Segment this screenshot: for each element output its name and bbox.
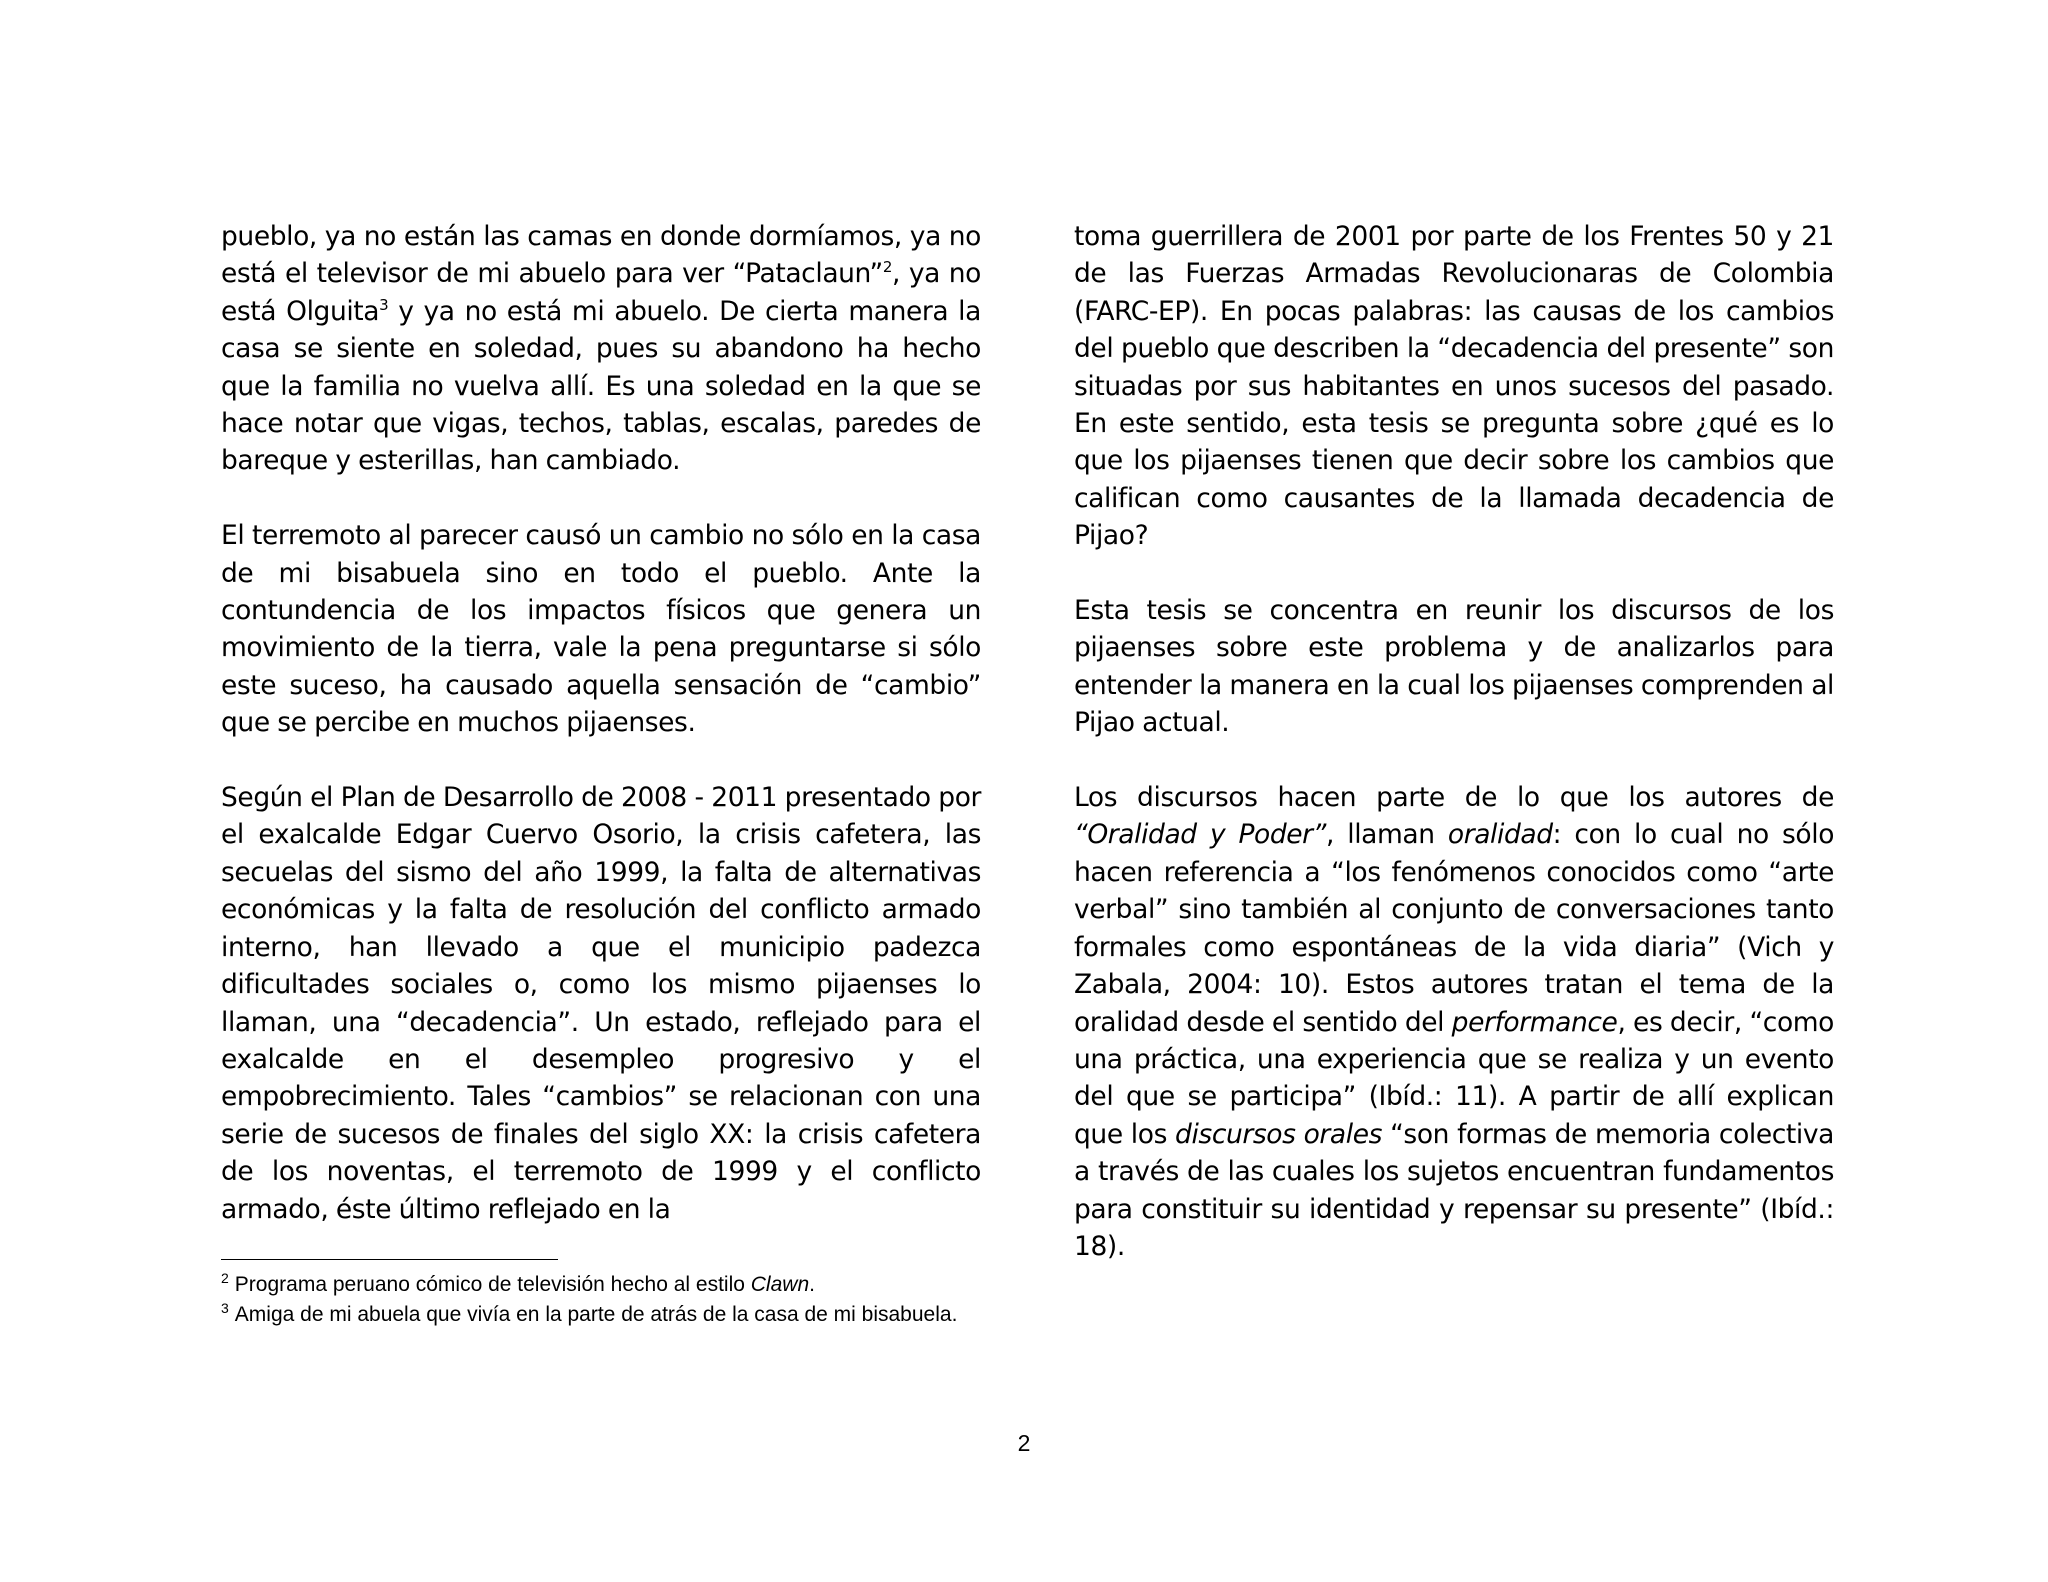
footnote-text: .	[809, 1273, 815, 1296]
italic-term: oralidad	[1447, 819, 1553, 851]
right-paragraph-1: toma guerrillera de 2001 por parte de los Frentes 50 y 21 de las Fuerzas Armadas Revolucionaras de Colombia (FARC-EP). En pocas palabras: las causas de los cambios del pueblo que describen la “decadencia del presente” son situadas por sus habitantes en unos sucesos del pasado. En este sentido, esta tesis se pregunta sobre ¿qué es lo que los pijaenses tienen que decir sobre los cambios que califican como causantes de la llamada decadencia de Pijao?	[1074, 221, 1834, 552]
left-column	[221, 218, 981, 1228]
italic-title: “Oralidad y Poder”	[1074, 819, 1326, 851]
right-paragraph-3	[1074, 779, 1834, 1265]
footnote-2	[221, 1270, 981, 1300]
text-run: pueblo, ya no están las camas en donde dormíamos, ya no está el televisor de mi abuelo para ver “Pataclaun”	[221, 221, 981, 290]
text-run: , ya no está Olguita	[221, 258, 981, 327]
footnote-3	[221, 1300, 981, 1330]
page-number: 2	[1017, 1430, 1031, 1456]
italic-term: discursos orales	[1175, 1118, 1383, 1150]
footnote-ref-3[interactable]: 3	[379, 295, 389, 314]
text-run: Los discursos hacen parte de lo que los autores de	[1074, 782, 1834, 814]
footnote-ref-2[interactable]: 2	[882, 258, 892, 277]
footnote-text: Programa peruano cómico de televisión hecho al estilo	[234, 1273, 751, 1296]
right-paragraph-2: Esta tesis se concentra en reunir los discursos de los pijaenses sobre este problema y de analizarlos para entender la manera en la cual los pijaenses comprenden al Pijao actual.	[1074, 595, 1834, 739]
left-paragraph-3: Según el Plan de Desarrollo de 2008 - 2011 presentado por el exalcalde Edgar Cuervo Osorio, la crisis cafetera, las secuelas del sismo del año 1999, la falta de alternativas económicas y la falta de resolución del conflicto armado interno, han llevado a que el municipio padezca dificultades sociales o, como los mismo pijaenses lo llaman, una “decadencia”. Un estado, reflejado para el exalcalde en el desempleo progresivo y el empobrecimiento. Tales “cambios” se relacionan con una serie de sucesos de finales del siglo XX: la crisis cafetera de los noventas, el terremoto de 1999 y el conflicto armado, éste último reflejado en la	[221, 782, 981, 1225]
text-run: : con lo cual no sólo hacen referencia a “los fenómenos conocidos como “arte verbal” sino también al conjunto de conversaciones tanto formales como espontáneas de la vida diaria” (Vich y Zabala, 2004: 10). Estos autores tratan el tema de la oralidad desde el sentido del	[1074, 819, 1835, 1038]
text-run: , llaman	[1326, 819, 1448, 851]
footnote-number: 3	[221, 1300, 229, 1316]
left-paragraph-1	[221, 218, 981, 480]
right-column	[1074, 218, 1834, 1265]
footnote-text: Amiga de mi abuela que vivía en la parte de atrás de la casa de mi bisabuela.	[234, 1303, 958, 1326]
left-paragraph-2: El terremoto al parecer causó un cambio no sólo en la casa de mi bisabuela sino en todo el pueblo. Ante la contundencia de los impactos físicos que genera un movimiento de la tierra, vale la pena preguntarse si sólo este suceso, ha causado aquella sensación de “cambio” que se percibe en muchos pijaenses.	[221, 520, 981, 739]
text-run: “son formas de memoria colectiva a través de las cuales los sujetos encuentran fundamentos para constituir su identidad y repensar su presente” (Ibíd.: 18).	[1074, 1118, 1834, 1262]
italic-term: performance	[1451, 1006, 1618, 1038]
text-run: y ya no está mi abuelo. De cierta manera la casa se siente en soledad, pues su abandono ha hecho que la familia no vuelva allí. Es una soledad en la que se hace notar que vigas, techos, tablas, escalas, paredes de bareque y esterillas, han cambiado.	[221, 295, 981, 477]
text-run: , es decir, “como una práctica, una experiencia que se realiza y un evento del que se participa” (Ibíd.: 11). A partir de allí explican que los	[1074, 1006, 1834, 1150]
footnote-separator	[221, 1259, 558, 1260]
footnote-number: 2	[221, 1270, 229, 1286]
footnotes	[221, 1270, 981, 1330]
footnote-italic: Clawn	[750, 1273, 810, 1296]
